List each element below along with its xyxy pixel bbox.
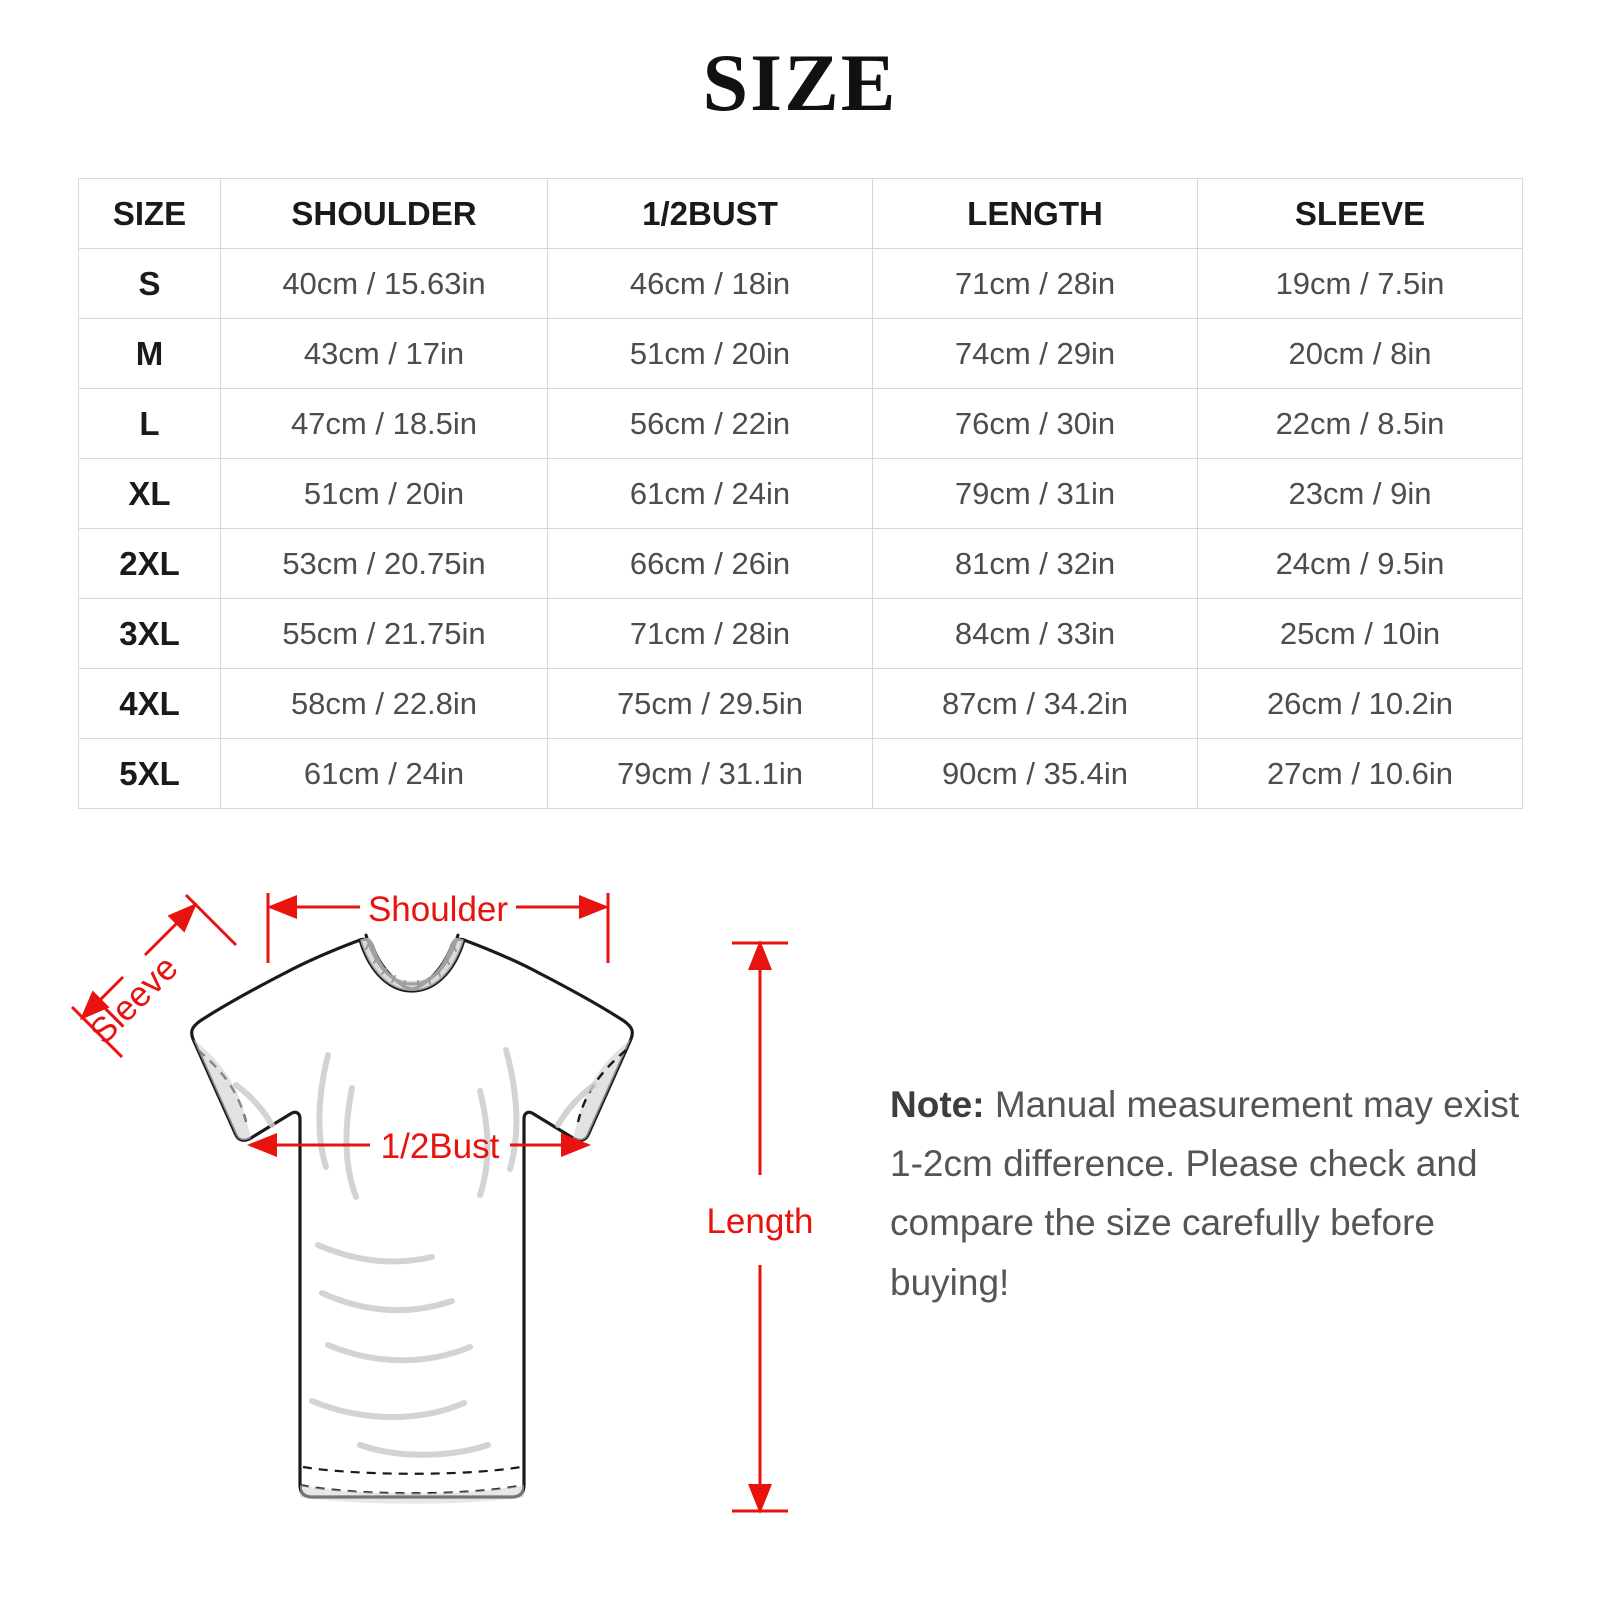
column-header-shoulder: SHOULDER — [221, 179, 548, 249]
cell-shoulder: 51cm / 20in — [221, 459, 548, 529]
cell-halfbust: 51cm / 20in — [548, 319, 873, 389]
cell-sleeve: 23cm / 9in — [1198, 459, 1523, 529]
cell-halfbust: 56cm / 22in — [548, 389, 873, 459]
cell-size: S — [79, 249, 221, 319]
page-title: SIZE — [702, 37, 898, 128]
column-header-size: SIZE — [79, 179, 221, 249]
note-label: Note: — [890, 1084, 985, 1125]
cell-halfbust: 75cm / 29.5in — [548, 669, 873, 739]
table-row — [79, 669, 1523, 739]
cell-halfbust: 79cm / 31.1in — [548, 739, 873, 809]
table-row — [79, 459, 1523, 529]
tshirt-illustration — [192, 935, 633, 1497]
cell-length: 87cm / 34.2in — [873, 669, 1198, 739]
cell-size: L — [79, 389, 221, 459]
cell-shoulder: 53cm / 20.75in — [221, 529, 548, 599]
cell-length: 76cm / 30in — [873, 389, 1198, 459]
cell-sleeve: 19cm / 7.5in — [1198, 249, 1523, 319]
cell-sleeve: 25cm / 10in — [1198, 599, 1523, 669]
label-length: Length — [706, 1202, 814, 1241]
note-text: Manual measurement may exist 1-2cm difference. Please check and compare the size carefully before buying! — [890, 1084, 1520, 1303]
cell-halfbust: 66cm / 26in — [548, 529, 873, 599]
cell-length: 79cm / 31in — [873, 459, 1198, 529]
cell-size: 4XL — [79, 669, 221, 739]
column-header-sleeve: SLEEVE — [1198, 179, 1523, 249]
cell-halfbust: 71cm / 28in — [548, 599, 873, 669]
cell-shoulder: 40cm / 15.63in — [221, 249, 548, 319]
cell-length: 81cm / 32in — [873, 529, 1198, 599]
cell-sleeve: 26cm / 10.2in — [1198, 669, 1523, 739]
cell-shoulder: 55cm / 21.75in — [221, 599, 548, 669]
cell-size: XL — [79, 459, 221, 529]
cell-length: 84cm / 33in — [873, 599, 1198, 669]
column-header-halfbust: 1/2BUST — [548, 179, 873, 249]
column-header-length: LENGTH — [873, 179, 1198, 249]
cell-halfbust: 46cm / 18in — [548, 249, 873, 319]
table-row — [79, 319, 1523, 389]
table-row — [79, 389, 1523, 459]
cell-shoulder: 47cm / 18.5in — [221, 389, 548, 459]
cell-length: 90cm / 35.4in — [873, 739, 1198, 809]
table-row — [79, 249, 1523, 319]
cell-shoulder: 58cm / 22.8in — [221, 669, 548, 739]
cell-size: 2XL — [79, 529, 221, 599]
table-row — [79, 529, 1523, 599]
label-shoulder: Shoulder — [367, 890, 509, 929]
measurement-note — [890, 1075, 1530, 1312]
cell-shoulder: 61cm / 24in — [221, 739, 548, 809]
cell-length: 74cm / 29in — [873, 319, 1198, 389]
tshirt-measurement-diagram — [60, 845, 860, 1565]
cell-sleeve: 24cm / 9.5in — [1198, 529, 1523, 599]
cell-halfbust: 61cm / 24in — [548, 459, 873, 529]
cell-sleeve: 20cm / 8in — [1198, 319, 1523, 389]
table-row — [79, 599, 1523, 669]
table-row — [79, 739, 1523, 809]
cell-sleeve: 22cm / 8.5in — [1198, 389, 1523, 459]
label-half-bust: 1/2Bust — [380, 1127, 500, 1166]
cell-size: M — [79, 319, 221, 389]
table-header-row — [79, 179, 1523, 249]
cell-length: 71cm / 28in — [873, 249, 1198, 319]
cell-size: 3XL — [79, 599, 221, 669]
cell-size: 5XL — [79, 739, 221, 809]
cell-shoulder: 43cm / 17in — [221, 319, 548, 389]
size-chart-table — [78, 178, 1523, 809]
label-sleeve: Sleeve — [82, 948, 186, 1052]
cell-sleeve: 27cm / 10.6in — [1198, 739, 1523, 809]
